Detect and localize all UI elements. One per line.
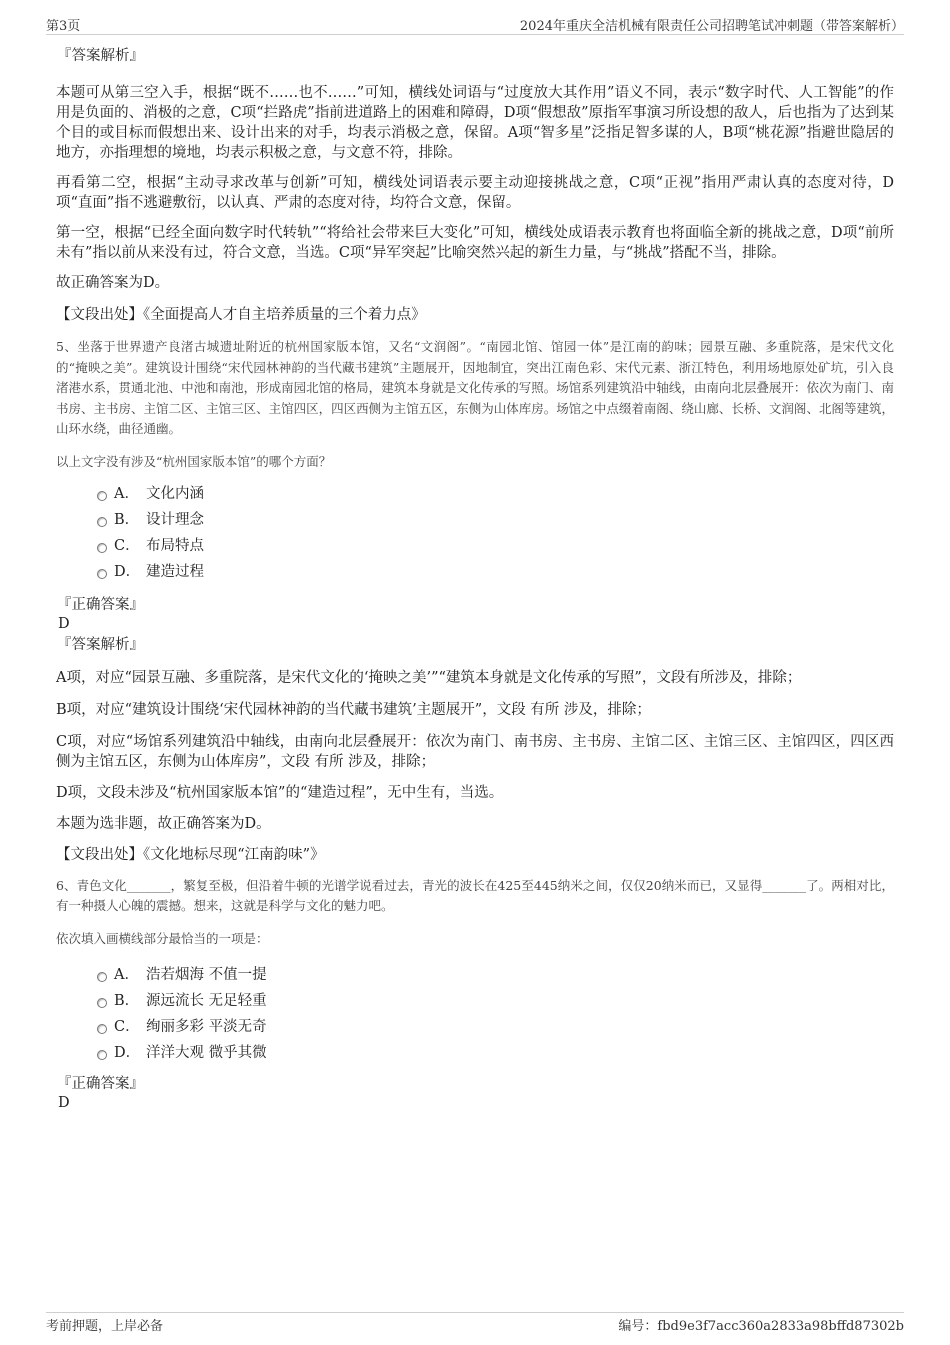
correct-answer: D — [58, 615, 70, 632]
question-6-text: 6、青色文化_______，繁复至极，但沿着牛顿的光谱学说看过去，青光的波长在425至445纳米之间，仅仅20纳米而已，又显得_______了。两相对比，有一种摄人心魄的震撼。想来，这就是科学与文化的魅力吧。 — [56, 877, 894, 913]
page-header — [46, 14, 904, 35]
page-footer — [46, 1312, 904, 1335]
option-a[interactable]: A． 文化内涵 — [56, 481, 894, 507]
analysis-paragraph: 本题可从第三空入手，根据“既不……也不……”可知，横线处词语与“过度放大其作用”语义不同，表示“数字时代、人工智能”的作用是负面的、消极的之意，C项“拦路虎”指前进道路上的困难和障碍，D项“假想敌”原指军事演习所设想的敌人，后也指为了达到某个目的或目标而假想出来、设计出来的对手，均表示消极之意，保留。A项“智多星”泛指足智多谋的人，B项“桃花源”指避世隐居的地方，亦指理想的境地，均表示积极之意，与文意不符，排除。 — [56, 85, 894, 161]
passage-source: 【文段出处】《全面提高人才自主培养质量的三个着力点》 — [56, 307, 426, 323]
analysis-paragraph: B项，对应“建筑设计围绕‘宋代园林神韵的当代藏书建筑’主题展开”，文段 有所 涉及，排除； — [56, 701, 651, 718]
question-6-prompt: 依次填入画横线部分最恰当的一项是： — [56, 930, 269, 946]
option-d[interactable]: D． 洋洋大观 微乎其微 — [56, 1040, 894, 1066]
radio-button-icon[interactable] — [97, 972, 107, 982]
question-5-options — [56, 481, 894, 585]
radio-button-icon[interactable] — [97, 1024, 107, 1034]
document-id: 编号：fbd9e3f7acc360a2833a98bffd87302b — [618, 1319, 904, 1334]
correct-answer-label: 『正确答案』 — [57, 1075, 144, 1092]
radio-button-icon[interactable] — [97, 543, 107, 553]
radio-button-icon[interactable] — [97, 569, 107, 579]
question-5-text: 5、坐落于世界遗产良渚古城遗址附近的杭州国家版本馆，又名“文润阁”。“南园北馆、馆园一体”是江南的韵味；园景互融、多重院落，是宋代文化的“掩映之美”。建筑设计围绕“宋代园林神韵的当代藏书建筑”主题展开，因地制宜，突出江南色彩、宋代元素、浙江特色，利用场地原处矿坑，引入良渚港水系，贯通北池、中池和南池，形成南园北馆的格局，建筑本身就是文化传承的写照。场馆系列建筑沿中轴线，由南向北层叠展开：依次为南门、南书房、主书房、主馆二区、主馆三区、主馆四区，四区西侧为主馆五区，东侧为山体库房。场馆之中点缀着南阁、绕山廊、长桥、文润阁、北阁等建筑，山环水绕，曲径通幽。 — [56, 339, 894, 436]
footer-slogan: 考前押题，上岸必备 — [46, 1319, 164, 1334]
analysis-paragraph: C项，对应“场馆系列建筑沿中轴线，由南向北层叠展开：依次为南门、南书房、主书房、主馆二区、主馆三区、主馆四区，四区西侧为主馆五区，东侧为山体库房”，文段 有所 涉及，排除； — [56, 733, 894, 770]
option-c[interactable]: C． 绚丽多彩 平淡无奇 — [56, 1014, 894, 1040]
question-6-options — [56, 962, 894, 1066]
analysis-paragraph: 第一空，根据“已经全面向数字时代转轨”“将给社会带来巨大变化”可知，横线处成语表示教育也将面临全新的挑战之意，D项“前所未有”指以前从来没有过，符合文意，当选。C项“异军突起”比喻突然兴起的新生力量，与“挑战”搭配不当，排除。 — [56, 225, 894, 261]
radio-button-icon[interactable] — [97, 491, 107, 501]
analysis-conclusion: 本题为选非题，故正确答案为D。 — [56, 815, 271, 832]
option-b[interactable]: B． 设计理念 — [56, 507, 894, 533]
analysis-paragraph: 再看第二空，根据“主动寻求改革与创新”可知，横线处词语表示要主动迎接挑战之意，C项“正视”指用严肃认真的态度对待，D项“直面”指不逃避敷衍，以认真、严肃的态度对待，均符合文意，保留。 — [56, 175, 894, 211]
page-content — [56, 44, 894, 1112]
analysis-paragraph: A项，对应“园景互融、多重院落，是宋代文化的‘掩映之美’”“建筑本身就是文化传承的写照”，文段有所涉及，排除； — [56, 669, 802, 686]
option-b[interactable]: B． 源远流长 无足轻重 — [56, 988, 894, 1014]
correct-answer-label: 『正确答案』 — [57, 596, 144, 613]
analysis-label: 『答案解析』 — [57, 48, 144, 64]
radio-button-icon[interactable] — [97, 998, 107, 1008]
radio-button-icon[interactable] — [97, 517, 107, 527]
analysis-label: 『答案解析』 — [57, 636, 144, 653]
option-d[interactable]: D． 建造过程 — [56, 559, 894, 585]
option-c[interactable]: C． 布局特点 — [56, 533, 894, 559]
question-5-prompt: 以上文字没有涉及“杭州国家版本馆”的哪个方面？ — [56, 453, 332, 469]
analysis-paragraph: D项，文段未涉及“杭州国家版本馆”的“建造过程”，无中生有，当选。 — [56, 784, 504, 801]
radio-button-icon[interactable] — [97, 1050, 107, 1060]
passage-source: 【文段出处】《文化地标尽现“江南韵味”》 — [56, 846, 325, 863]
correct-answer: D — [58, 1094, 70, 1111]
page-number: 第3页 — [46, 19, 81, 34]
analysis-conclusion: 故正确答案为D。 — [56, 275, 170, 291]
option-a[interactable]: A． 浩若烟海 不值一提 — [56, 962, 894, 988]
document-title: 2024年重庆全洁机械有限责任公司招聘笔试冲刺题（带答案解析） — [519, 19, 904, 34]
